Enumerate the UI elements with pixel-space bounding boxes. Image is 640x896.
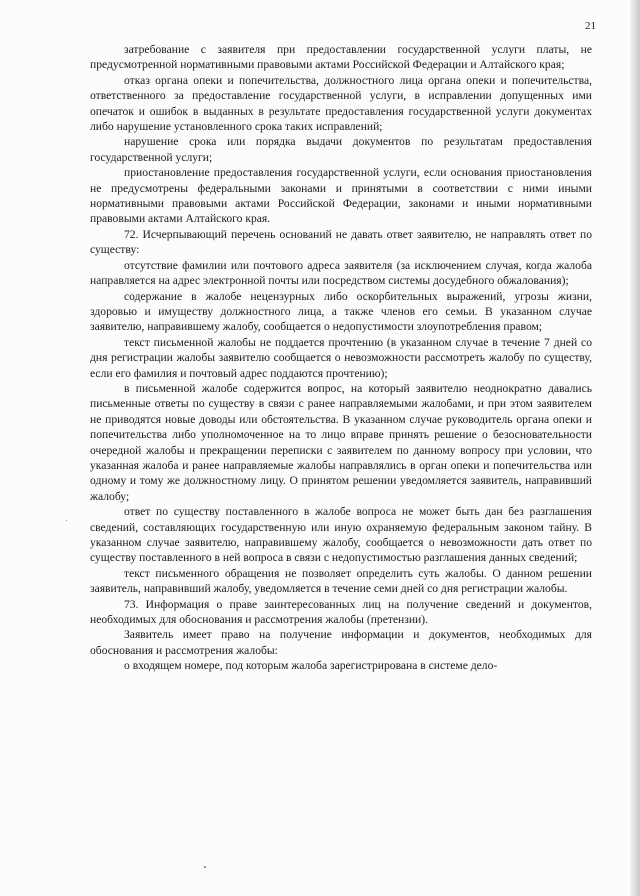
paragraph: 73. Информация о праве заинтересованных лиц на получение сведений и документов, необходимых для обоснования и рассмотрения жалобы (претензии). xyxy=(90,597,592,627)
paragraph: в письменной жалобе содержится вопрос, на который заявителю неоднократно давались письменные ответы по существу в связи с ранее направляемыми жалобами, и при этом заявителем не приводятся новые доводы или обстоятельства. В указанном случае руководитель органа опеки и попечительства либо уполномоченное на то лицо вправе принять решение о безосновательности очередной жалобы и прекращении переписки с заявителем по данному вопросу при условии, что указанная жалоба и ранее направляемые жалобы направлялись в орган опеки и попечительства или одному и тому же должностному лицу. О принятом решении уведомляется заявитель, направивший жалобу; xyxy=(90,381,592,503)
page-edge-shadow xyxy=(630,0,640,896)
paragraph: 72. Исчерпывающий перечень оснований не давать ответ заявителю, не направлять ответ по существу: xyxy=(90,227,592,257)
paragraph: отказ органа опеки и попечительства, должностного лица органа опеки и попечительства, ответственного за предоставление государственной услуги, в исправлении допущенных ими опечаток и ошибок в выданных в результате предоставления государственной услуги документах либо нарушение установленного срока таких исправлений; xyxy=(90,73,592,134)
scan-speck xyxy=(66,520,67,521)
paragraph: затребование с заявителя при предоставлении государственной услуги платы, не предусмотренной нормативными правовыми актами Российской Федерации и Алтайского края; xyxy=(90,43,592,72)
paragraph: приостановление предоставления государственной услуги, если основания приостановления не предусмотрены федеральными законами и принятыми в соответствии с ними иными нормативными правовыми актами Российской Федерации, законами и иными нормативными правовыми актами Алтайского края. xyxy=(90,166,592,226)
paragraph: нарушение срока или порядка выдачи документов по результатам предоставления государственной услуги; xyxy=(90,135,592,164)
paragraph: отсутствие фамилии или почтового адреса заявителя (за исключением случая, когда жалоба направляется на адрес электронной почты или посредством системы досудебного обжалования); xyxy=(90,258,592,288)
paragraph: ответ по существу поставленного в жалобе вопроса не может быть дан без разглашения сведений, составляющих государственную или иную охраняемую федеральным законом тайну. В указанном случае заявителю, направившему жалобу, сообщается о невозможности дать ответ по существу поставленного в ней вопроса в связи с недопустимостью разглашения данных сведений; xyxy=(90,505,592,565)
paragraph: о входящем номере, под которым жалоба зарегистрирована в системе дело- xyxy=(124,659,498,673)
paragraph: текст письменной жалобы не поддается прочтению (в указанном случае в течение 7 дней со дня регистрации жалобы заявителю сообщается о невозможности рассмотреть жалобу по существу, если его фамилия и почтовый адрес поддаются прочтению); xyxy=(90,335,592,380)
scan-speck xyxy=(204,866,206,868)
page-number: 21 xyxy=(585,20,596,32)
paragraph: Заявитель имеет право на получение информации и документов, необходимых для обоснования и рассмотрения жалобы: xyxy=(90,628,592,657)
paragraph: содержание в жалобе нецензурных либо оскорбительных выражений, угрозы жизни, здоровью и имуществу должностного лица, а также членов его семьи. В указанном случае заявителю, направившему жалобу, сообщается о недопустимости злоупотребления правом; xyxy=(90,289,592,334)
document-body xyxy=(90,42,592,674)
paragraph: текст письменного обращения не позволяет определить суть жалобы. О данном решении заявитель, направивший жалобу, уведомляется в течение семи дней со дня регистрации жалобы. xyxy=(90,566,592,596)
